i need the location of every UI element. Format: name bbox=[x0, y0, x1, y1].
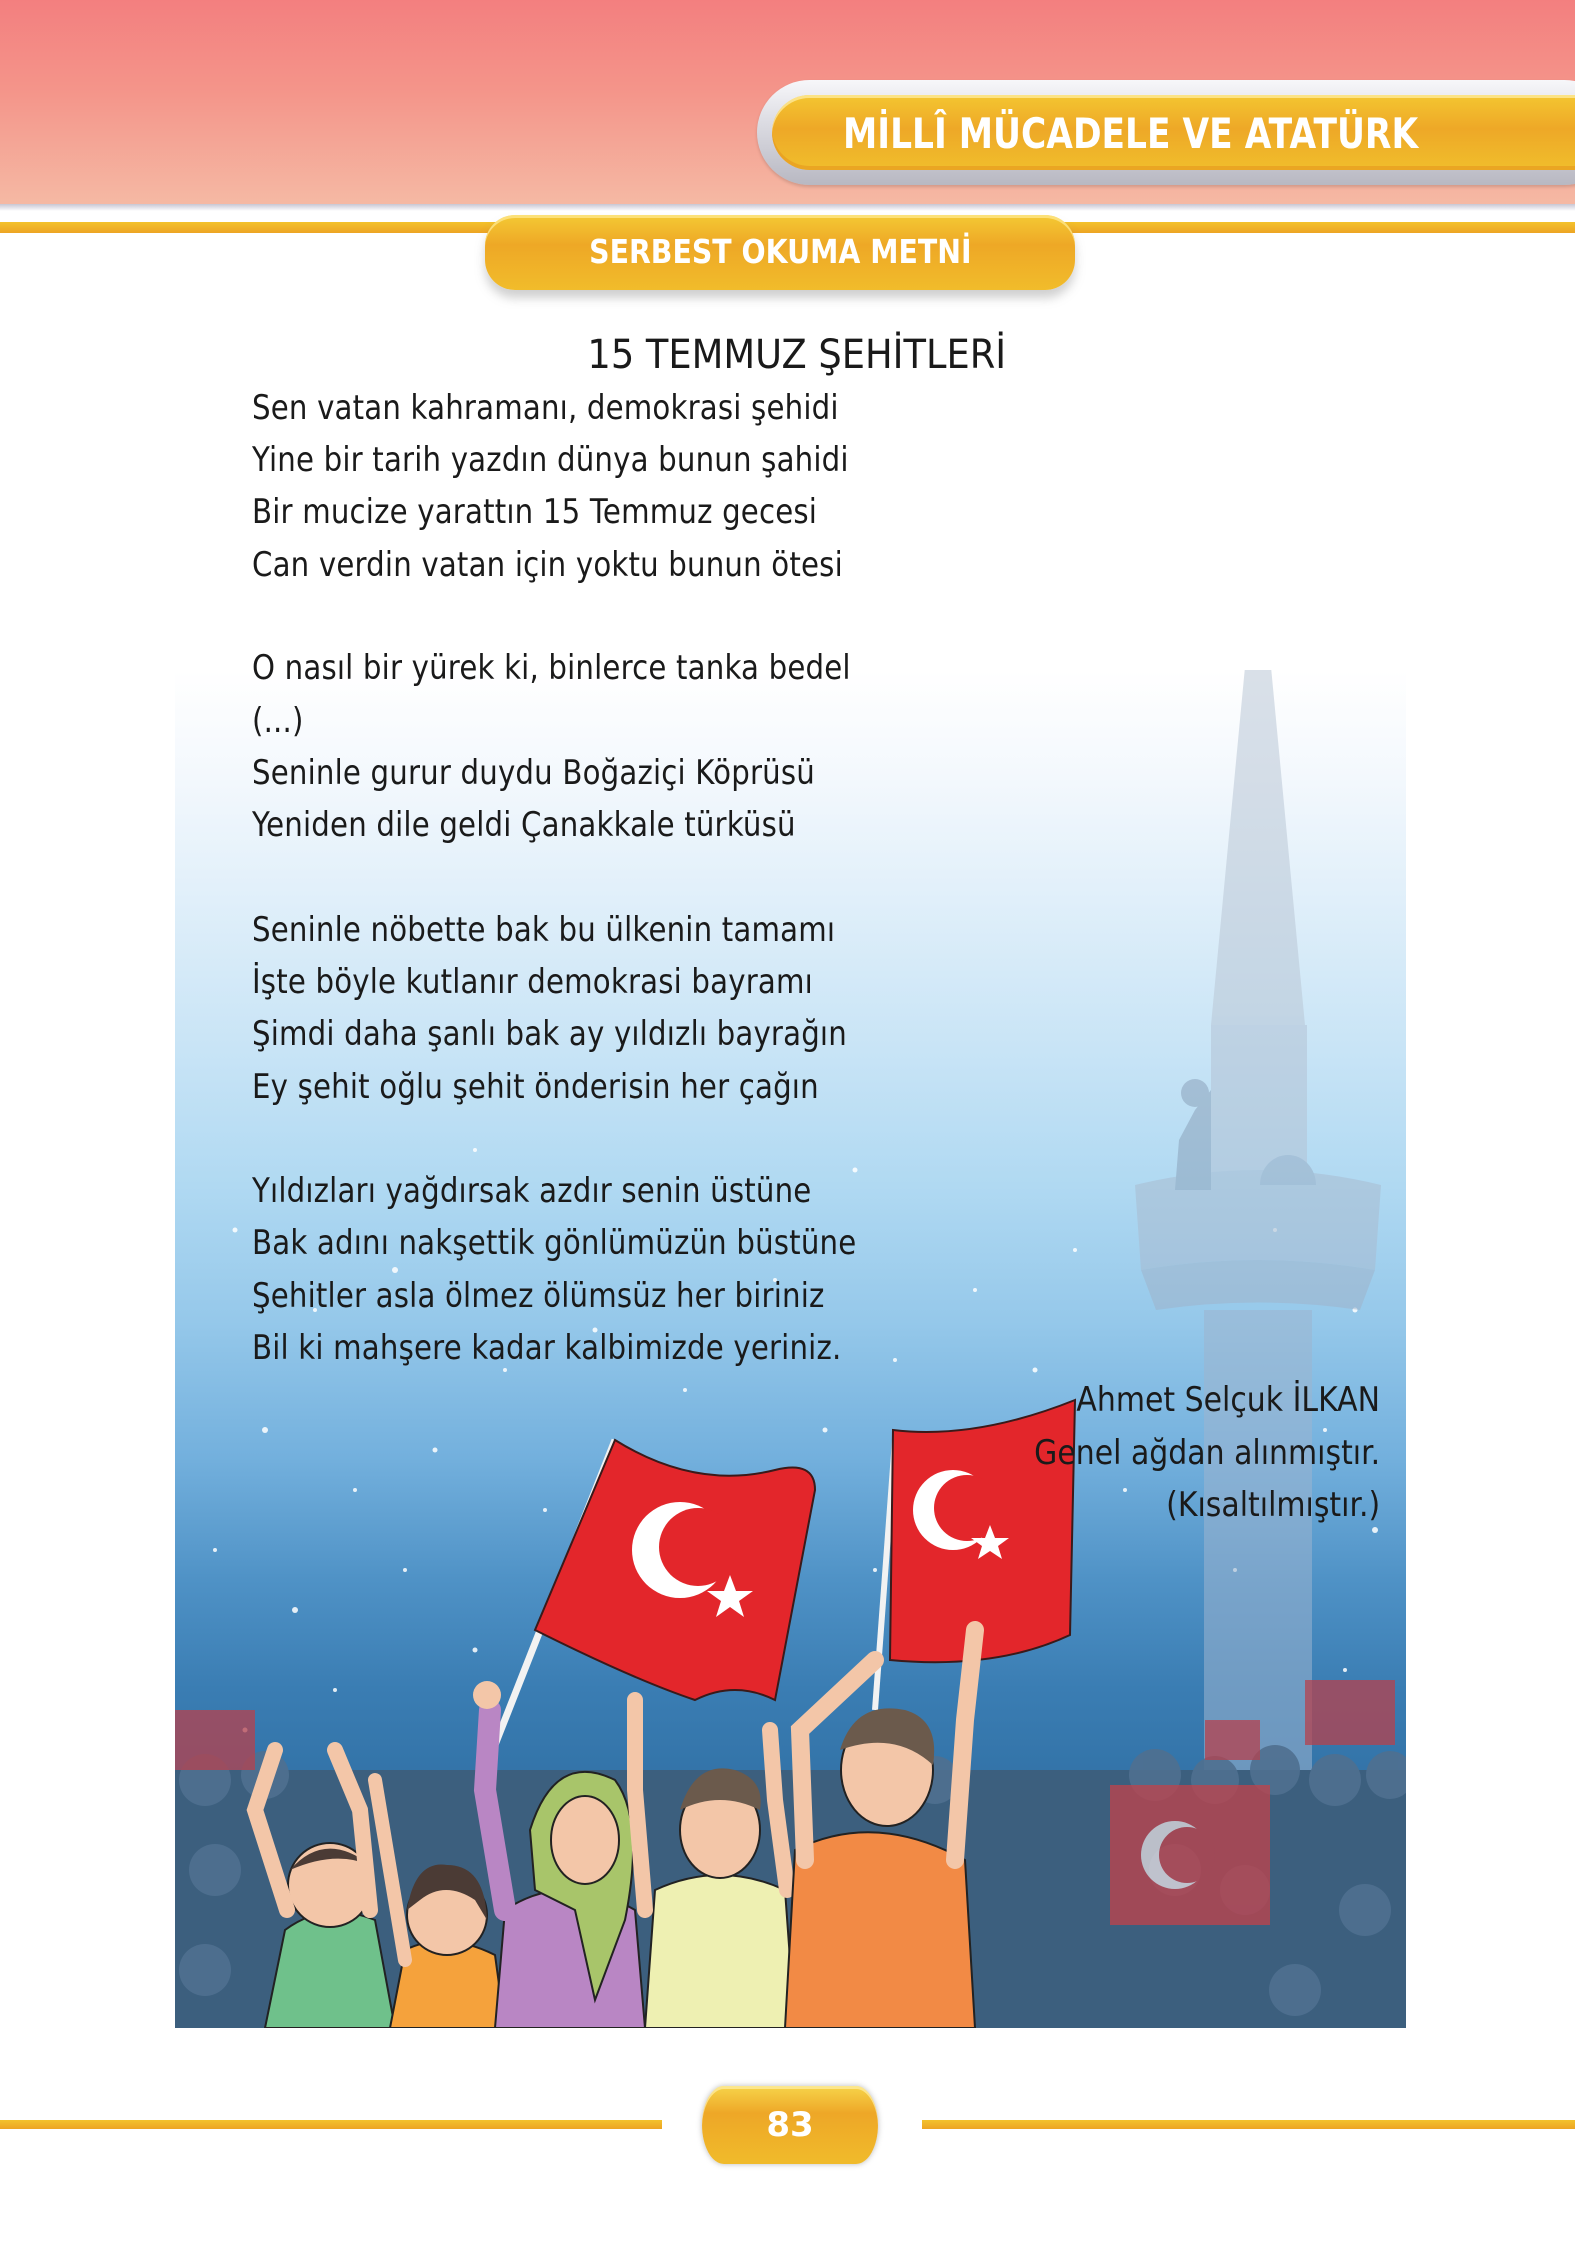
section-label bbox=[485, 222, 1075, 282]
section-label-text: SERBEST OKUMA METNİ bbox=[588, 232, 972, 271]
poem-line: Yıldızları yağdırsak azdır senin üstüne bbox=[252, 1171, 812, 1211]
poem-line: Seninle gurur duydu Boğaziçi Köprüsü bbox=[252, 753, 815, 793]
poem-line: Bak adını nakşettik gönlümüzün büstüne bbox=[252, 1223, 857, 1263]
poem-author: Ahmet Selçuk İLKAN bbox=[1076, 1380, 1380, 1420]
footer-rule-left bbox=[0, 2120, 662, 2129]
poem-line: İşte böyle kutlanır demokrasi bayramı bbox=[252, 962, 813, 1002]
unit-title: MİLLÎ MÜCADELE VE ATATÜRK bbox=[843, 109, 1419, 158]
poem-line: Yine bir tarih yazdın dünya bunun şahidi bbox=[252, 440, 849, 480]
poem-line: (...) bbox=[252, 701, 304, 741]
poem-title-text: 15 TEMMUZ ŞEHİTLERİ bbox=[587, 332, 1007, 378]
footer-rule-right bbox=[922, 2120, 1575, 2129]
poem-line: Can verdin vatan için yoktu bunun ötesi bbox=[252, 545, 843, 585]
poem-line: Sen vatan kahramanı, demokrasi şehidi bbox=[252, 388, 839, 428]
poem-line: Şimdi daha şanlı bak ay yıldızlı bayrağın bbox=[252, 1014, 847, 1054]
poem-source: Genel ağdan alınmıştır. bbox=[1033, 1433, 1380, 1473]
poem-title bbox=[0, 330, 1575, 380]
poem-line: Yeniden dile geldi Çanakkale türküsü bbox=[252, 805, 796, 845]
poem-line: Seninle nöbette bak bu ülkenin tamamı bbox=[252, 910, 836, 950]
poem-line: Şehitler asla ölmez ölümsüz her biriniz bbox=[252, 1276, 825, 1316]
poem-line: Ey şehit oğlu şehit önderisin her çağın bbox=[252, 1067, 819, 1107]
poem-line: Bir mucize yarattın 15 Temmuz gecesi bbox=[252, 492, 818, 532]
turkish-flag-left bbox=[493, 1440, 815, 1750]
poem-note: (Kısaltılmıştır.) bbox=[1165, 1485, 1380, 1525]
poem-line: O nasıl bir yürek ki, binlerce tanka bedel bbox=[252, 648, 851, 688]
page-number: 83 bbox=[766, 2105, 814, 2145]
header-shadow bbox=[0, 204, 1575, 211]
poem-line: Bil ki mahşere kadar kalbimizde yeriniz. bbox=[252, 1328, 842, 1368]
